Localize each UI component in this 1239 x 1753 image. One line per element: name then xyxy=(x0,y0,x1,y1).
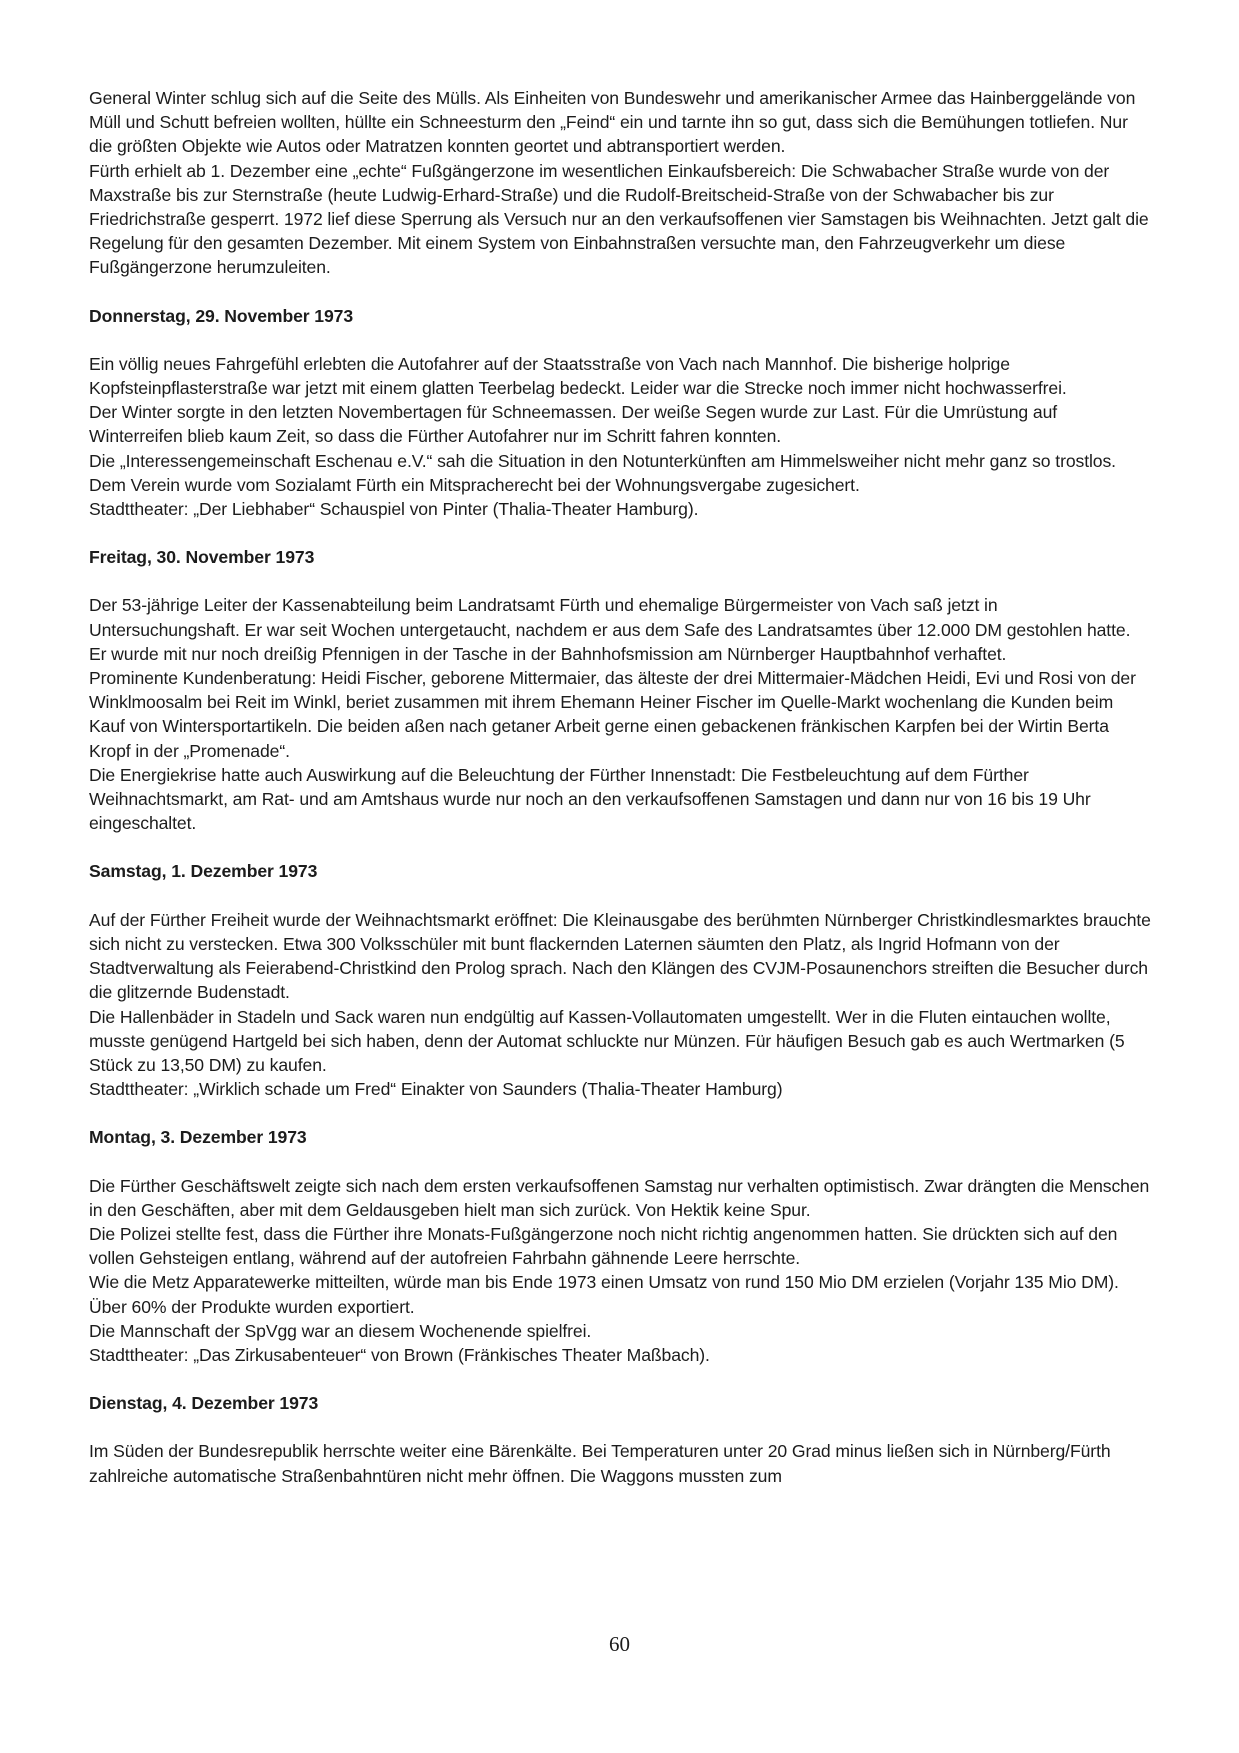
page-number: 60 xyxy=(609,1632,630,1656)
document-page xyxy=(89,86,1151,1488)
section-heading: Donnerstag, 29. November 1973 xyxy=(89,305,354,326)
section-paragraph: Stadttheater: „Wirklich schade um Fred“ Einakter von Saunders (Thalia-Theater Hamburg) xyxy=(89,1079,783,1100)
section-paragraph: Stadttheater: „Der Liebhaber“ Schauspiel von Pinter (Thalia-Theater Hamburg). xyxy=(89,499,699,520)
section-paragraph: Auf der Fürther Freiheit wurde der Weihnachtsmarkt eröffnet: Die Kleinausgabe des berühmten Nürnberger Christkindlesmarktes brauchte sich nicht zu verstecken. Etwa 300 Volksschüler mit bunt flackernden Laternen säumten den Platz, als Ingrid Hofmann von der Stadtverwaltung als Feierabend-Christkind den Prolog sprach. Nach den Klängen des CVJM-Posaunenchors streiften die Besucher durch die glitzernde Budenstadt. xyxy=(89,909,1151,1003)
section-paragraph: Der Winter sorgte in den letzten Novembertagen für Schneemassen. Der weiße Segen wurde zur Last. Für die Umrüstung auf Winterreifen blieb kaum Zeit, so dass die Fürther Autofahrer nur im Schritt fahren konnten. xyxy=(89,402,1058,447)
section-paragraph: Die Mannschaft der SpVgg war an diesem Wochenende spielfrei. xyxy=(89,1320,592,1341)
section-heading: Freitag, 30. November 1973 xyxy=(89,547,315,568)
intro-paragraph: Fürth erhielt ab 1. Dezember eine „echte“ Fußgängerzone im wesentlichen Einkaufsbereich: Die Schwabacher Straße wurde von der Maxstraße bis zur Sternstraße (heute Ludwig-Erhard-Straße) und die Rudolf-Breitscheid-Straße von der Schwabacher bis zur Friedrichstraße gesperrt. 1972 lief diese Sperrung als Versuch nur an den verkaufsoffenen vier Samstagen bis Weihnachten. Jetzt galt die Regelung für den gesamten Dezember. Mit einem System von Einbahnstraßen versuchte man, den Fahrzeugverkehr um diese Fußgängerzone herumzuleiten. xyxy=(89,160,1149,278)
section-paragraph: Im Süden der Bundesrepublik herrschte weiter eine Bärenkälte. Bei Temperaturen unter 20 Grad minus ließen sich in Nürnberg/Fürth zahlreiche automatische Straßenbahntüren nicht mehr öffnen. Die Waggons mussten zum xyxy=(89,1441,1111,1486)
section-paragraph: Die Energiekrise hatte auch Auswirkung auf die Beleuchtung der Fürther Innenstadt: Die Festbeleuchtung auf dem Fürther Weihnachtsmarkt, am Rat- und am Amtshaus wurde nur noch an den verkaufsoffenen Samstagen und dann nur von 16 bis 19 Uhr eingeschaltet. xyxy=(89,764,1091,834)
section-paragraph: Die Fürther Geschäftswelt zeigte sich nach dem ersten verkaufsoffenen Samstag nur verhalten optimistisch. Zwar drängten die Menschen in den Geschäften, aber mit dem Geldausgeben hielt man sich zurück. Von Hektik keine Spur. xyxy=(89,1175,1150,1220)
section-paragraph: Wie die Metz Apparatewerke mitteilten, würde man bis Ende 1973 einen Umsatz von rund 150 Mio DM erzielen (Vorjahr 135 Mio DM). Über 60% der Produkte wurden exportiert. xyxy=(89,1272,1119,1317)
section-paragraph: Die Polizei stellte fest, dass die Fürther ihre Monats-Fußgängerzone noch nicht richtig angenommen hatten. Sie drückten sich auf den vollen Gehsteigen entlang, während auf der autofreien Fahrbahn gähnende Leere herrschte. xyxy=(89,1223,1118,1269)
section-heading: Dienstag, 4. Dezember 1973 xyxy=(89,1393,319,1414)
section-paragraph: Stadttheater: „Das Zirkusabenteuer“ von Brown (Fränkisches Theater Maßbach). xyxy=(89,1344,710,1365)
section-paragraph: Ein völlig neues Fahrgefühl erlebten die Autofahrer auf der Staatsstraße von Vach nach Mannhof. Die bisherige holprige Kopfsteinpflasterstraße war jetzt mit einem glatten Teerbelag bedeckt. Leider war die Strecke noch immer nicht hochwasserfrei. xyxy=(89,353,1067,399)
section-paragraph: Der 53-jährige Leiter der Kassenabteilung beim Landratsamt Fürth und ehemalige Bürgermeister von Vach saß jetzt in Untersuchungshaft. Er war seit Wochen untergetaucht, nachdem er aus dem Safe des Landratsamtes über 12.000 DM gestohlen hatte. Er wurde mit nur noch dreißig Pfennigen in der Tasche in der Bahnhofsmission am Nürnberger Hauptbahnhof verhaftet. xyxy=(89,595,1131,664)
section-heading: Samstag, 1. Dezember 1973 xyxy=(89,861,318,882)
section-paragraph: Die Hallenbäder in Stadeln und Sack waren nun endgültig auf Kassen-Vollautomaten umgestellt. Wer in die Fluten eintauchen wollte, musste genügend Hartgeld bei sich haben, denn der Automat schluckte nur Münzen. Für häufigen Besuch gab es auch Wertmarken (5 Stück zu 13,50 DM) zu kaufen. xyxy=(89,1006,1125,1075)
section-heading: Montag, 3. Dezember 1973 xyxy=(89,1127,307,1148)
section-paragraph: Die „Interessengemeinschaft Eschenau e.V.“ sah die Situation in den Notunterkünften am Himmelsweiher nicht mehr ganz so trostlos. Dem Verein wurde vom Sozialamt Fürth ein Mitspracherecht bei der Wohnungsvergabe zugesichert. xyxy=(89,450,1116,495)
intro-paragraph: General Winter schlug sich auf die Seite des Mülls. Als Einheiten von Bundeswehr und amerikanischer Armee das Hainberggelände von Müll und Schutt befreien wollten, hüllte ein Schneesturm den „Feind“ ein und tarnte ihn so gut, dass sich die Bemühungen totliefen. Nur die größten Objekte wie Autos oder Matratzen konnten geortet und abtransportiert werden. xyxy=(89,88,1136,157)
section-paragraph: Prominente Kundenberatung: Heidi Fischer, geborene Mittermaier, das älteste der drei Mittermaier-Mädchen Heidi, Evi und Rosi von der Winklmoosalm bei Reit im Winkl, beriet zusammen mit ihrem Ehemann Heiner Fischer im Quelle-Markt wochenlang die Kunden beim Kauf von Wintersportartikeln. Die beiden aßen nach getaner Arbeit gerne einen gebackenen fränkischen Karpfen bei der Wirtin Berta Kropf in der „Promenade“. xyxy=(89,668,1136,761)
